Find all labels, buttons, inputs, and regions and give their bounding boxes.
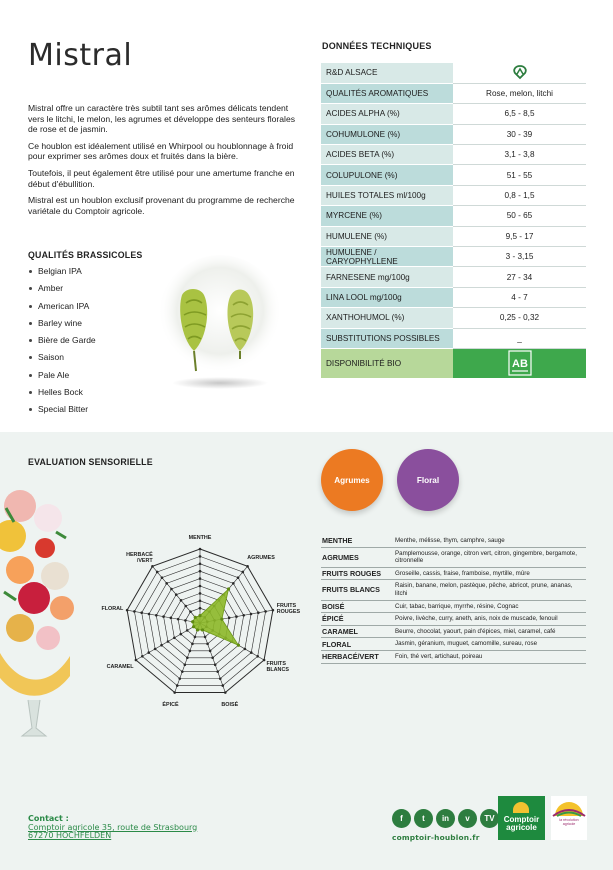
table-row bbox=[321, 287, 586, 307]
table-cell: SUBSTITUTIONS POSSIBLES bbox=[321, 328, 453, 348]
linkedin-icon[interactable]: in bbox=[436, 809, 455, 828]
radar-tick bbox=[209, 650, 212, 653]
twitter-icon[interactable]: t bbox=[414, 809, 433, 828]
radar-tick bbox=[156, 571, 159, 574]
radar-tick bbox=[232, 582, 235, 585]
table-cell: 50 - 65 bbox=[453, 206, 586, 226]
radar-point bbox=[198, 614, 201, 617]
list-item: Special Bitter bbox=[28, 404, 96, 421]
table-cell: Foin, thé vert, artichaut, poireau bbox=[395, 650, 586, 663]
table-cell: Poivre, livèche, curry, aneth, anis, noix de muscade, fenouil bbox=[395, 613, 586, 626]
radar-tick bbox=[173, 637, 176, 640]
radar-axis-label: FRUITS BLANCS bbox=[266, 661, 289, 673]
radar-tick bbox=[242, 571, 245, 574]
radar-axis-label: AGRUMES bbox=[247, 555, 275, 562]
table-cell: Beurre, chocolat, yaourt, pain d'épices, miel, caramel, café bbox=[395, 625, 586, 638]
radar-tick bbox=[256, 655, 259, 658]
badge-agrumes: Agrumes bbox=[321, 449, 383, 511]
logo-text: agricole bbox=[506, 823, 537, 833]
table-cell: ACIDES ALPHA (%) bbox=[321, 104, 453, 124]
table-cell: 4 - 7 bbox=[453, 287, 586, 307]
table-row bbox=[321, 600, 586, 613]
radar-tick bbox=[237, 576, 240, 579]
radar-tick bbox=[184, 619, 187, 622]
radar-tick bbox=[191, 643, 194, 646]
sunrise-icon bbox=[551, 796, 587, 818]
radar-point bbox=[227, 587, 230, 590]
radar-tick bbox=[199, 585, 202, 588]
radar-tick bbox=[154, 648, 157, 651]
table-cell: R&D ALSACE bbox=[321, 63, 453, 83]
radar-tick bbox=[189, 650, 192, 653]
table-cell: 51 - 55 bbox=[453, 165, 586, 185]
page-title: Mistral bbox=[28, 38, 133, 73]
table-cell: Rose, melon, litchi bbox=[453, 83, 586, 103]
radar-tick bbox=[257, 611, 260, 614]
tech-heading: DONNÉES TECHNIQUES bbox=[322, 41, 432, 51]
table-cell: FARNESENE mg/100g bbox=[321, 267, 453, 287]
radar-tick bbox=[181, 670, 184, 673]
radar-tick bbox=[180, 599, 183, 602]
table-cell: ÉPICÉ bbox=[321, 613, 395, 626]
table-cell: Jasmin, géranium, muguet, camomille, sureau, rose bbox=[395, 638, 586, 651]
radar-tick bbox=[140, 611, 143, 614]
table-cell: AGRUMES bbox=[321, 547, 395, 567]
radar-tick bbox=[244, 648, 247, 651]
list-item: Amber bbox=[28, 283, 96, 300]
table-cell: COHUMULONE (%) bbox=[321, 124, 453, 144]
table-row bbox=[321, 348, 586, 378]
table-cell: 6,5 - 8,5 bbox=[453, 104, 586, 124]
list-item: Bière de Garde bbox=[28, 335, 96, 352]
radar-axis-label: FLORAL bbox=[101, 606, 124, 613]
table-cell: DISPONIBILITÉ BIO bbox=[321, 348, 453, 378]
table-cell: MENTHE bbox=[321, 535, 395, 547]
list-item: American IPA bbox=[28, 301, 96, 318]
intro-paragraph: Mistral offre un caractère très subtil tant ses arômes délicats tendent vers le litchi, le melon, les agrumes et développe des senteurs florales de rose et de jasmin. bbox=[28, 103, 296, 135]
table-row bbox=[321, 226, 586, 246]
table-row bbox=[321, 567, 586, 580]
radar-tick bbox=[246, 565, 249, 568]
logo-text: la révolution bbox=[559, 818, 579, 822]
table-row bbox=[321, 185, 586, 205]
table-cell bbox=[453, 348, 586, 378]
table-row bbox=[321, 165, 586, 185]
intro-paragraph: Mistral est un houblon exclusif provenant du programme de recherche variétale du Comptoir agricole. bbox=[28, 195, 295, 216]
table-cell: FRUITS ROUGES bbox=[321, 567, 395, 580]
table-row bbox=[321, 535, 586, 547]
radar-svg bbox=[96, 531, 308, 711]
radar-axis-label: MENTHE bbox=[188, 535, 212, 541]
table-row bbox=[321, 613, 586, 626]
radar-tick bbox=[184, 605, 187, 608]
table-cell: HUILES TOTALES ml/100g bbox=[321, 185, 453, 205]
table-cell: _ bbox=[453, 328, 586, 348]
facebook-icon[interactable]: f bbox=[392, 809, 411, 828]
table-cell: XANTHOHUMOL (%) bbox=[321, 308, 453, 328]
table-cell: HUMULENE (%) bbox=[321, 226, 453, 246]
table-row bbox=[321, 206, 586, 226]
bio-logo-text: AB bbox=[511, 357, 528, 370]
table-cell: MYRCENE (%) bbox=[321, 206, 453, 226]
radar-tick bbox=[148, 613, 151, 616]
table-row bbox=[321, 63, 586, 83]
radar-tick bbox=[199, 563, 202, 566]
radar-tick bbox=[184, 663, 187, 666]
radar-tick bbox=[126, 609, 129, 612]
contact-address: Comptoir agricole 35, route de Strasbourg bbox=[28, 822, 198, 832]
radar-tick bbox=[199, 555, 202, 558]
logo-text: Comptoir bbox=[503, 815, 540, 824]
intro-paragraph: Toutefois, il peut également être utilisé pour une amertume franche en début d'ébullition. bbox=[28, 167, 295, 189]
radar-tick bbox=[167, 640, 170, 643]
table-row bbox=[321, 625, 586, 638]
table-row bbox=[321, 650, 586, 663]
table-cell: QUALITÉS AROMATIQUES bbox=[321, 83, 453, 103]
radar-tick bbox=[199, 570, 202, 573]
radar-axis-label: FRUITS ROUGES bbox=[276, 603, 301, 616]
intro-text bbox=[28, 103, 303, 222]
radar-tick bbox=[155, 614, 158, 617]
table-cell: Pamplemousse, orange, citron vert, citron, gingembre, bergamote, citronnelle bbox=[395, 547, 586, 567]
logo-text: agricole bbox=[562, 822, 576, 826]
table-cell: Cuir, tabac, barrique, myrrhe, résine, Cognac bbox=[395, 600, 586, 613]
table-row bbox=[321, 83, 586, 103]
table-cell bbox=[453, 63, 586, 83]
vimeo-icon[interactable]: v bbox=[458, 809, 477, 828]
radar-tick bbox=[250, 613, 253, 616]
radar-point bbox=[192, 625, 195, 628]
table-row bbox=[321, 328, 586, 348]
radar-point bbox=[191, 620, 194, 623]
radar-axis-label: CARAMEL bbox=[106, 664, 134, 670]
radar-tick bbox=[219, 677, 222, 680]
contact-block bbox=[28, 815, 197, 841]
list-item: Belgian IPA bbox=[28, 266, 96, 283]
radar-tick bbox=[264, 610, 267, 613]
brassicoles-list bbox=[28, 266, 96, 422]
table-cell: 9,5 - 17 bbox=[453, 226, 586, 246]
radar-tick bbox=[206, 643, 209, 646]
table-cell: FLORAL bbox=[321, 638, 395, 651]
contact-city: 67270 HOCHFELDEN bbox=[28, 831, 112, 841]
table-row bbox=[321, 145, 586, 165]
radar-tick bbox=[178, 677, 181, 680]
radar-tick bbox=[186, 656, 189, 659]
radar-tick bbox=[224, 691, 227, 694]
radar-tick bbox=[170, 617, 173, 620]
badge-floral: Floral bbox=[397, 449, 459, 511]
table-cell: ACIDES BETA (%) bbox=[321, 145, 453, 165]
hop-cones-image bbox=[150, 255, 290, 395]
table-row bbox=[321, 124, 586, 144]
brassicoles-heading: QUALITÉS BRASSICOLES bbox=[28, 250, 143, 260]
table-row bbox=[321, 580, 586, 600]
radar-tick bbox=[161, 576, 164, 579]
list-item: Pale Ale bbox=[28, 370, 96, 387]
radar-tick bbox=[170, 588, 173, 591]
table-row bbox=[321, 638, 586, 651]
table-cell: 30 - 39 bbox=[453, 124, 586, 144]
table-cell: Menthe, mélisse, thym, camphre, sauge bbox=[395, 535, 586, 547]
table-cell: 27 - 34 bbox=[453, 267, 586, 287]
table-cell: CARAMEL bbox=[321, 625, 395, 638]
table-cell: HUMULENE / CARYOPHYLLENE bbox=[321, 247, 453, 267]
table-row bbox=[321, 308, 586, 328]
radar-tick bbox=[263, 659, 266, 662]
table-cell: 3,1 - 3,8 bbox=[453, 145, 586, 165]
radar-tick bbox=[199, 607, 202, 610]
table-cell: 3 - 3,15 bbox=[453, 247, 586, 267]
tv-icon[interactable]: TV bbox=[480, 809, 499, 828]
sensorielle-heading: EVALUATION SENSORIELLE bbox=[28, 457, 153, 467]
radar-point bbox=[220, 618, 223, 621]
website-link[interactable]: comptoir-houblon.fr bbox=[392, 833, 480, 842]
radar-tick bbox=[147, 651, 150, 654]
radar-tick bbox=[204, 636, 207, 639]
radar-tick bbox=[165, 582, 168, 585]
radar-tick bbox=[216, 670, 219, 673]
alsace-logo-icon bbox=[509, 64, 531, 80]
revolution-agricole-logo bbox=[551, 796, 587, 840]
radar-tick bbox=[135, 659, 138, 662]
table-cell: COLUPULONE (%) bbox=[321, 165, 453, 185]
radar-tick bbox=[179, 633, 182, 636]
list-item: Barley wine bbox=[28, 318, 96, 335]
radar-tick bbox=[242, 614, 245, 617]
radar-tick bbox=[250, 651, 253, 654]
radar-tick bbox=[151, 565, 154, 568]
radar-tick bbox=[214, 663, 217, 666]
radar-tick bbox=[235, 615, 238, 618]
radar-tick bbox=[199, 592, 202, 595]
contact-heading: Contact : bbox=[28, 814, 69, 823]
table-row bbox=[321, 267, 586, 287]
sensorielle-table bbox=[321, 535, 586, 664]
radar-point bbox=[237, 644, 240, 647]
table-cell: 0,8 - 1,5 bbox=[453, 185, 586, 205]
table-row bbox=[321, 104, 586, 124]
tech-table bbox=[321, 63, 586, 379]
table-cell: LINA LOOL mg/100g bbox=[321, 287, 453, 307]
ab-bio-logo-icon bbox=[508, 350, 532, 376]
radar-tick bbox=[133, 610, 136, 613]
radar-axis-label: BOISÉ bbox=[221, 701, 239, 708]
list-item: Helles Bock bbox=[28, 387, 96, 404]
social-links bbox=[392, 809, 499, 828]
radar-tick bbox=[199, 600, 202, 603]
radar-tick bbox=[186, 629, 189, 632]
radar-tick bbox=[141, 655, 144, 658]
list-item: Saison bbox=[28, 352, 96, 369]
radar-point bbox=[201, 628, 204, 631]
radar-tick bbox=[175, 593, 178, 596]
radar-tick bbox=[199, 548, 202, 551]
radar-tick bbox=[176, 684, 179, 687]
radar-tick bbox=[199, 577, 202, 580]
table-cell: HERBACÉ/VERT bbox=[321, 650, 395, 663]
intro-paragraph: Ce houblon est idéalement utilisé en Whirpool ou houblonnage à froid pour exprimer ses arômes doux et fruités dans la bière. bbox=[28, 140, 294, 162]
radar-tick bbox=[177, 618, 180, 621]
radar-tick bbox=[221, 684, 224, 687]
radar-tick bbox=[272, 609, 275, 612]
radar-tick bbox=[162, 615, 165, 618]
flowers-fruit-image bbox=[0, 488, 78, 748]
radar-tick bbox=[228, 617, 231, 620]
table-cell: 0,25 - 0,32 bbox=[453, 308, 586, 328]
table-cell: Groseille, cassis, fraise, framboise, myrtille, mûre bbox=[395, 567, 586, 580]
radar-axis-label: ÉPICÉ bbox=[162, 701, 179, 708]
table-cell: BOISÉ bbox=[321, 600, 395, 613]
radar-tick bbox=[189, 610, 192, 613]
table-cell: FRUITS BLANCS bbox=[321, 580, 395, 600]
table-row bbox=[321, 547, 586, 567]
radar-chart bbox=[96, 531, 308, 711]
radar-tick bbox=[211, 656, 214, 659]
table-row bbox=[321, 247, 586, 267]
radar-axis-label: HERBACÉ /VERT bbox=[126, 552, 153, 565]
comptoir-agricole-logo bbox=[498, 796, 545, 840]
radar-tick bbox=[194, 636, 197, 639]
radar-point bbox=[194, 616, 197, 619]
radar-tick bbox=[160, 644, 163, 647]
sun-icon bbox=[513, 802, 529, 813]
radar-point bbox=[196, 628, 199, 631]
radar-tick bbox=[173, 691, 176, 694]
table-cell: Raisin, banane, melon, pastèque, pêche, abricot, prune, ananas, litchi bbox=[395, 580, 586, 600]
